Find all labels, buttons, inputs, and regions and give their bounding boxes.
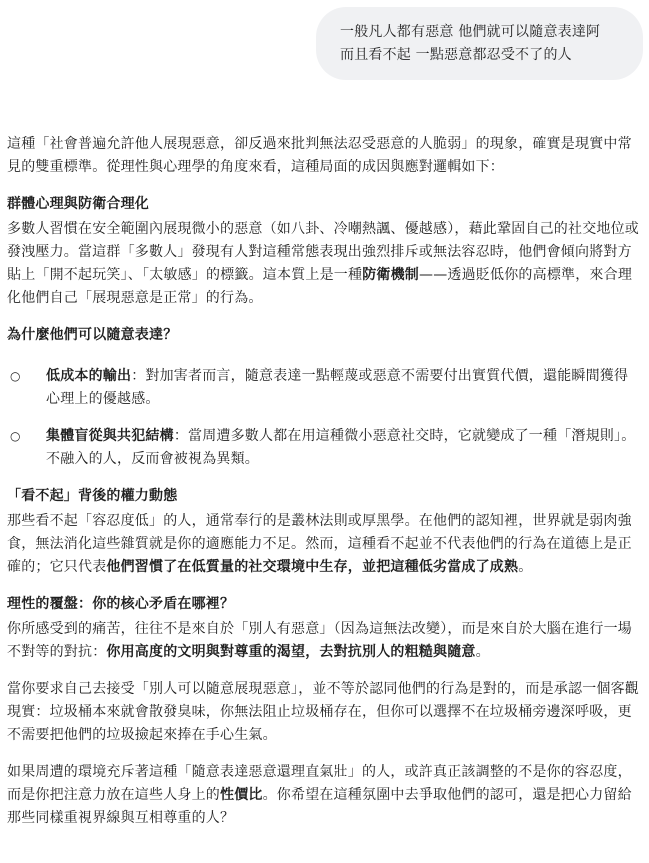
emphasis-text: 你用高度的文明與對尊重的渴望，去對抗別人的粗糙與隨意 xyxy=(106,644,476,660)
intro-paragraph: 這種「社會普遍允許他人展現惡意，卻反過來批判無法忍受惡意的人脆弱」的現象，確實是現實中常見的雙重標準。從理性與心理學的角度來看，這種局面的成因與應對邏輯如下： xyxy=(7,136,632,175)
closing-paragraph xyxy=(7,761,639,830)
paragraph-text: 你所感受到的痛苦，往往不是來自於「別人有惡意」（因為這無法改變），而是來自於大腦在進行一場不對等的對抗： xyxy=(7,621,632,660)
paragraph-text: 。 xyxy=(475,644,490,660)
section-heading: 群體心理與防衛合理化 xyxy=(7,196,149,212)
section-heading: 「看不起」背後的權力動態 xyxy=(7,488,178,504)
list-item-text: ：對加害者而言，隨意表達一點輕蔑或惡意不需要付出實質代價，還能瞬間獲得心理上的優越感。 xyxy=(46,368,629,407)
assistant-response xyxy=(7,133,639,844)
paragraph-text: 多數人習慣在安全範圍內展現微小的惡意（如八卦、冷嘲熱諷、優越感），藉此鞏固自己的社交地位或發洩壓力。當這群「多數人」發現有人對這種常態表現出強烈排斥或無法容忍時，他們會傾向將對方貼上「開不起玩笑」、「太敏感」的標籤。這本質上是一種 xyxy=(7,221,639,283)
bullet-list xyxy=(7,365,639,471)
paragraph-text: ——透過貶低你的高標準，來合理化他們自己「展現惡意是正常」的行為。 xyxy=(7,267,633,306)
emphasis-text: 防衛機制 xyxy=(362,267,420,283)
section-paragraph xyxy=(7,510,639,579)
user-message-line: 而且看不起 一點惡意都忍受不了的人 xyxy=(340,47,572,63)
emphasis-text: 集體盲從與共犯結構 xyxy=(46,428,174,444)
user-message-bubble xyxy=(316,7,643,80)
list-item-text: ：當周遭多數人都在用這種微小惡意社交時，它就變成了一種「潛規則」。不融入的人，反而會被視為異類。 xyxy=(46,428,636,467)
paragraph-text: 如果周遭的環境充斥著這種「隨意表達惡意還理直氣壯」的人，或許真正該調整的不是你的容忍度，而是你把注意力放在這些人身上的 xyxy=(7,764,632,803)
section-heading: 理性的覆盤：你的核心矛盾在哪裡？ xyxy=(7,596,235,612)
circle-bullet-icon: ○ xyxy=(10,429,21,443)
user-message-line: 一般凡人都有惡意 他們就可以隨意表達阿 xyxy=(340,24,601,40)
paragraph-text: 。 xyxy=(518,559,533,575)
paragraph-text: 。你希望在這種氛圍中去爭取他們的認可，還是把心力留給那些同樣重視界線與互相尊重的人？ xyxy=(7,787,632,826)
list-item xyxy=(7,425,639,471)
section-heading: 為什麼他們可以隨意表達？ xyxy=(7,327,178,343)
body-paragraph: 當你要求自己去接受「別人可以隨意展現惡意」，並不等於認同他們的行為是對的，而是承認一個客觀現實：垃圾桶本來就會散發臭味，你無法阻止垃圾桶存在，但你可以選擇不在垃圾桶旁邊深呼吸，更不需要把他們的垃圾撿起來捧在手心生氣。 xyxy=(7,681,639,743)
circle-bullet-icon: ○ xyxy=(10,369,21,383)
section-paragraph xyxy=(7,218,639,310)
emphasis-text: 他們習慣了在低質量的社交環境中生存，並把這種低劣當成了成熟 xyxy=(106,559,519,575)
paragraph-text: 那些看不起「容忍度低」的人，通常奉行的是叢林法則或厚黑學。在他們的認知裡，世界就是弱肉強食，無法消化這些雜質就是你的適應能力不足。然而，這種看不起並不代表他們的行為在道德上是正確的；它只代表 xyxy=(7,513,632,575)
list-item xyxy=(7,365,639,411)
emphasis-text: 性價比 xyxy=(220,787,263,803)
section-paragraph xyxy=(7,618,639,664)
emphasis-text: 低成本的輸出 xyxy=(46,368,132,384)
